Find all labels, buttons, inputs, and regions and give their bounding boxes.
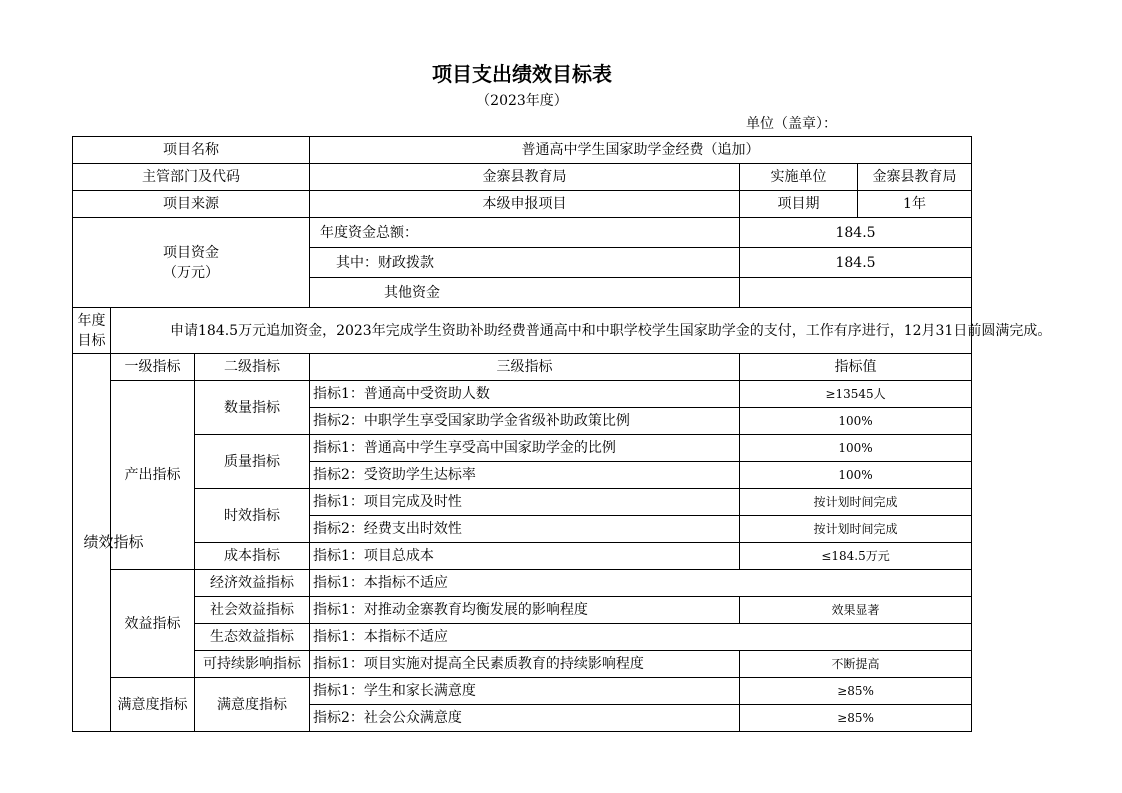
annual-goal-text xyxy=(111,308,1052,354)
timeliness-indicator-2: 指标2：经费支出时效性 xyxy=(310,516,740,543)
timeliness-indicators-label: 时效指标 xyxy=(195,489,310,543)
quantity-indicator-1: 指标1：普通高中受资助人数 xyxy=(310,381,740,408)
performance-indicators-side-label xyxy=(73,354,144,732)
table-row xyxy=(73,597,972,624)
economic-benefit-indicator-1: 指标1：本指标不适应 xyxy=(310,570,972,597)
period-value: 1年 xyxy=(858,191,972,218)
quality-indicator-1: 指标1：普通高中学生享受高中国家助学金的比例 xyxy=(310,435,740,462)
sustainable-impact-indicator-1-value: 不断提高 xyxy=(740,651,972,678)
quality-indicators-label: 质量指标 xyxy=(195,435,310,489)
satisfaction-indicator-1: 指标1：学生和家长满意度 xyxy=(310,678,740,705)
indicator-value-header: 指标值 xyxy=(740,354,972,381)
ecological-benefit-indicator-1: 指标1：本指标不适应 xyxy=(310,624,972,651)
annual-goal-label-line2: 目标 xyxy=(77,332,106,349)
department-row xyxy=(73,164,972,191)
sustainable-impact-indicator-1: 指标1：项目实施对提高全民素质教育的持续影响程度 xyxy=(310,651,740,678)
performance-table xyxy=(72,136,1052,732)
quantity-indicator-2: 指标2：中职学生享受国家助学金省级补助政策比例 xyxy=(310,408,740,435)
social-benefit-indicator-1-value: 效果显著 xyxy=(740,597,972,624)
social-benefit-indicator-1: 指标1：对推动金寨教育均衡发展的影响程度 xyxy=(310,597,740,624)
table-row xyxy=(73,678,972,705)
social-benefit-label: 社会效益指标 xyxy=(195,597,310,624)
year-subtitle: （2023年度） xyxy=(476,93,568,109)
annual-goal-label xyxy=(73,308,111,354)
indicator-header-row xyxy=(73,354,972,381)
table-row xyxy=(73,543,972,570)
level3-header: 三级指标 xyxy=(310,354,740,381)
unit-stamp-label: 单位（盖章）： xyxy=(746,116,837,132)
quality-indicator-2-value: 100% xyxy=(740,462,972,489)
quality-indicator-1-value: 100% xyxy=(740,435,972,462)
quality-indicator-2: 指标2：受资助学生达标率 xyxy=(310,462,740,489)
project-name-value: 普通高中学生国家助学金经费（追加） xyxy=(310,137,972,164)
department-label: 主管部门及代码 xyxy=(73,164,310,191)
implementing-unit-value: 金寨县教育局 xyxy=(858,164,972,191)
benefit-indicators-label: 效益指标 xyxy=(111,570,195,678)
funds-label xyxy=(73,218,310,308)
output-indicators-label: 产出指标 xyxy=(111,381,195,570)
level1-header: 一级指标 xyxy=(111,354,195,381)
cost-indicator-1: 指标1：项目总成本 xyxy=(310,543,740,570)
funds-fiscal-label: 其中：财政拨款 xyxy=(310,248,740,278)
department-value: 金寨县教育局 xyxy=(310,164,740,191)
quantity-indicators-label: 数量指标 xyxy=(195,381,310,435)
funds-other-value xyxy=(740,278,972,308)
annual-goal-row xyxy=(73,308,972,354)
satisfaction-indicator-2-value: ≥85% xyxy=(740,705,972,732)
source-row xyxy=(73,191,972,218)
source-label: 项目来源 xyxy=(73,191,310,218)
economic-benefit-label: 经济效益指标 xyxy=(195,570,310,597)
performance-indicators-side-text: 绩效指标 xyxy=(83,533,144,551)
quantity-indicator-1-value: ≥13545人 xyxy=(740,381,972,408)
cost-indicator-1-value: ≤184.5万元 xyxy=(740,543,972,570)
table-row xyxy=(73,651,972,678)
timeliness-indicator-1-value: 按计划时间完成 xyxy=(740,489,972,516)
level2-header: 二级指标 xyxy=(195,354,310,381)
table-row xyxy=(73,624,972,651)
funds-total-label: 年度资金总额： xyxy=(310,218,740,248)
table-row xyxy=(73,489,972,516)
timeliness-indicator-1: 指标1：项目完成及时性 xyxy=(310,489,740,516)
project-name-label: 项目名称 xyxy=(73,137,310,164)
satisfaction-indicator-2: 指标2：社会公众满意度 xyxy=(310,705,740,732)
satisfaction-indicators-label: 满意度指标 xyxy=(111,678,195,732)
implementing-unit-label: 实施单位 xyxy=(740,164,858,191)
funds-total-value: 184.5 xyxy=(740,218,972,248)
annual-goal-label-line1: 年度 xyxy=(77,312,106,329)
satisfaction-indicator-1-value: ≥85% xyxy=(740,678,972,705)
table-row xyxy=(73,435,972,462)
funds-total-row xyxy=(73,218,972,248)
funds-label-line1: 项目资金 xyxy=(163,244,219,261)
ecological-benefit-label: 生态效益指标 xyxy=(195,624,310,651)
funds-label-line2: （万元） xyxy=(163,264,219,281)
source-value: 本级申报项目 xyxy=(310,191,740,218)
table-row xyxy=(73,381,972,408)
period-label: 项目期 xyxy=(740,191,858,218)
funds-fiscal-value: 184.5 xyxy=(740,248,972,278)
project-name-row xyxy=(73,137,972,164)
sustainable-impact-label: 可持续影响指标 xyxy=(195,651,310,678)
timeliness-indicator-2-value: 按计划时间完成 xyxy=(740,516,972,543)
table-row xyxy=(73,570,972,597)
cost-indicators-label: 成本指标 xyxy=(195,543,310,570)
annual-goal-text-body: 申请184.5万元追加资金，2023年完成学生资助补助经费普通高中和中职学校学生国家助学金的支付，工作有序进行，12月31日前圆满完成。 xyxy=(170,322,1052,339)
satisfaction-sub-label: 满意度指标 xyxy=(195,678,310,732)
page-title: 项目支出绩效目标表 xyxy=(432,62,612,86)
funds-other-label: 其他资金 xyxy=(310,278,740,308)
quantity-indicator-2-value: 100% xyxy=(740,408,972,435)
